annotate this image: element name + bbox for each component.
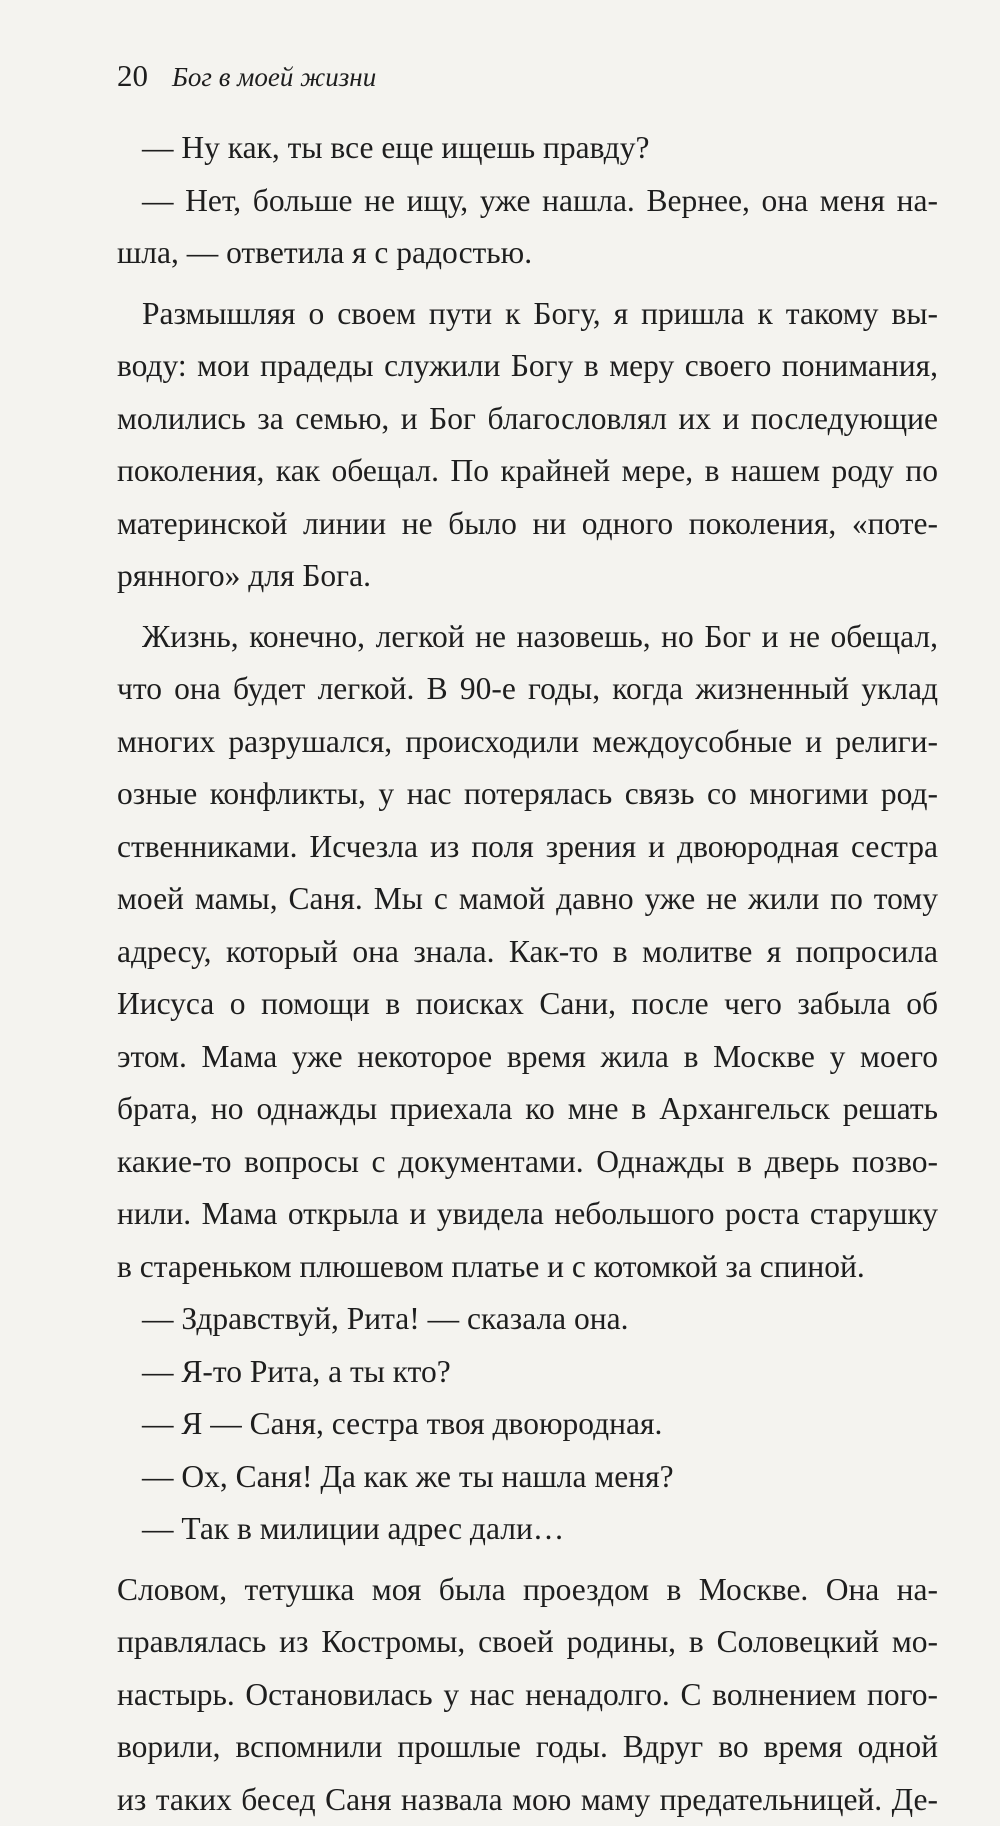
text-line: поколения, как обещал. По крайней мере, в нашем роду по: [117, 445, 938, 498]
text-line: настырь. Остановилась у нас ненадолго. С волнением пого-: [117, 1669, 938, 1722]
text-line: — Я — Саня, сестра твоя двоюродная.: [117, 1398, 938, 1451]
text-line: рянного» для Бога.: [117, 550, 938, 603]
text-line: — Ох, Саня! Да как же ты нашла меня?: [117, 1451, 938, 1504]
text-line: Жизнь, конечно, легкой не назовешь, но Бог и не обещал,: [117, 611, 938, 664]
text-line: — Так в милиции адрес дали…: [117, 1503, 938, 1556]
text-line: моей мамы, Саня. Мы с мамой давно уже не жили по тому: [117, 873, 938, 926]
text-line: шла, — ответила я с радостью.: [117, 227, 938, 280]
text-line: адресу, который она знала. Как-то в молитве я попросила: [117, 926, 938, 979]
page-number: 20: [117, 58, 148, 94]
text-line: что она будет легкой. В 90-е годы, когда жизненный уклад: [117, 663, 938, 716]
text-line: — Нет, больше не ищу, уже нашла. Вернее, она меня на-: [117, 175, 938, 228]
text-line: воду: мои прадеды служили Богу в меру своего понимания,: [117, 340, 938, 393]
text-line: — Я-то Рита, а ты кто?: [117, 1346, 938, 1399]
text-line: Размышляя о своем пути к Богу, я пришла к такому вы-: [117, 288, 938, 341]
text-line: этом. Мама уже некоторое время жила в Москве у моего: [117, 1031, 938, 1084]
text-line: какие-то вопросы с документами. Однажды в дверь позво-: [117, 1136, 938, 1189]
text-line: в старeньком плюшевом платье и с котомкой за спиной.: [117, 1241, 938, 1294]
text-line: ственниками. Исчезла из поля зрения и двоюродная сестра: [117, 821, 938, 874]
text-line: правлялась из Костромы, своей родины, в Соловецкий мо-: [117, 1616, 938, 1669]
text-line: Иисуса о помощи в поисках Сани, после чего забыла об: [117, 978, 938, 1031]
text-line: нили. Мама открыла и увидела небольшого роста старушку: [117, 1188, 938, 1241]
text-line: озные конфликты, у нас потерялась связь со многими род-: [117, 768, 938, 821]
text-line: брата, но однажды приехала ко мне в Архангельск решать: [117, 1083, 938, 1136]
text-line: ворили, вспомнили прошлые годы. Вдруг во время одной: [117, 1721, 938, 1774]
text-line: — Ну как, ты все еще ищешь правду?: [117, 122, 938, 175]
text-line: Словом, тетушка моя была проездом в Москве. Она на-: [117, 1564, 938, 1617]
running-title: Бог в моей жизни: [172, 62, 376, 93]
text-line: материнской линии не было ни одного поколения, «поте-: [117, 498, 938, 551]
text-line: многих разрушался, происходили междоусобные и религи-: [117, 716, 938, 769]
text-line: — Здравствуй, Рита! — сказала она.: [117, 1293, 938, 1346]
text-line: из таких бесед Саня назвала мою маму предательницей. Де-: [117, 1774, 938, 1826]
body-text: [117, 122, 938, 1826]
page-header: [117, 58, 938, 108]
text-line: молились за семью, и Бог благословлял их и последующие: [117, 393, 938, 446]
